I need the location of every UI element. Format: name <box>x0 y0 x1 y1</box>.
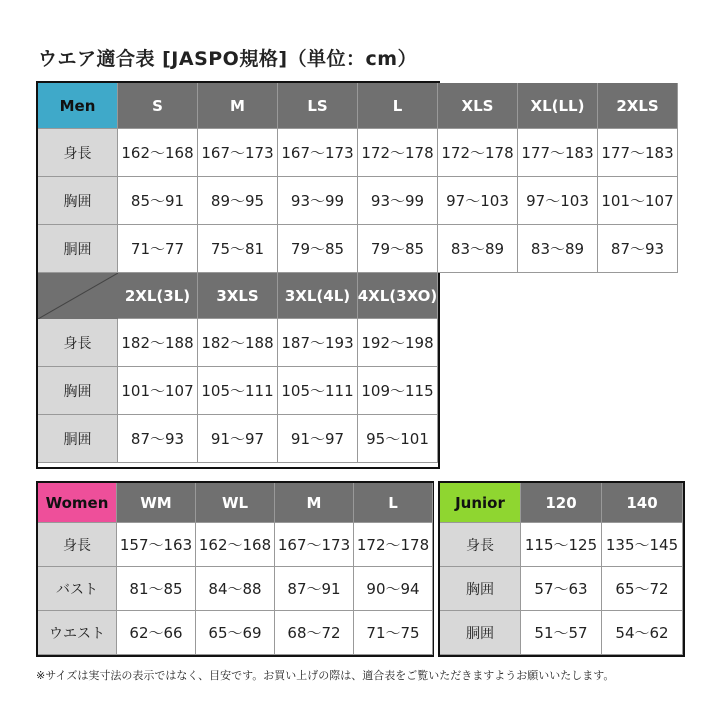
size-value: 93～99 <box>278 177 358 225</box>
size-value: 62～66 <box>117 611 196 655</box>
size-value: 51～57 <box>521 611 602 655</box>
footnote: ※サイズは実寸法の表示ではなく、目安です。お買い上げの際は、適合表をご覧いただきますようお願いいたします。 <box>36 669 615 682</box>
size-value: 79～85 <box>358 225 438 273</box>
size-value: 97～103 <box>518 177 598 225</box>
size-header: L <box>354 483 433 523</box>
size-header: 120 <box>521 483 602 523</box>
size-header: M <box>198 83 278 129</box>
size-value: 162～168 <box>196 523 275 567</box>
size-header: M <box>275 483 354 523</box>
row-label: 身長 <box>38 319 118 367</box>
size-value: 79～85 <box>278 225 358 273</box>
size-value: 157～163 <box>117 523 196 567</box>
size-header: XL(LL) <box>518 83 598 129</box>
men-size-table <box>36 81 674 469</box>
size-header: LS <box>278 83 358 129</box>
size-header: XLS <box>438 83 518 129</box>
size-value: 177～183 <box>518 129 598 177</box>
junior-label: Junior <box>440 483 521 523</box>
size-value: 172～178 <box>438 129 518 177</box>
size-header: WM <box>117 483 196 523</box>
size-value: 167～173 <box>198 129 278 177</box>
size-value: 71～75 <box>354 611 433 655</box>
size-value: 192～198 <box>358 319 438 367</box>
row-label: 胴囲 <box>38 225 118 273</box>
women-size-table <box>36 481 434 657</box>
size-value: 87～91 <box>275 567 354 611</box>
size-value: 182～188 <box>198 319 278 367</box>
size-value: 91～97 <box>198 415 278 463</box>
size-value: 167～173 <box>275 523 354 567</box>
size-value: 83～89 <box>518 225 598 273</box>
size-header: 3XL(4L) <box>278 273 358 319</box>
row-label: 胴囲 <box>38 415 118 463</box>
size-value: 177～183 <box>598 129 678 177</box>
page-title: ウエア適合表 [JASPO規格]（単位：cm） <box>38 48 418 70</box>
size-value: 187～193 <box>278 319 358 367</box>
row-label: 胴囲 <box>440 611 521 655</box>
size-header: L <box>358 83 438 129</box>
size-value: 71～77 <box>118 225 198 273</box>
size-header: WL <box>196 483 275 523</box>
size-value: 172～178 <box>358 129 438 177</box>
size-value: 109～115 <box>358 367 438 415</box>
row-label: 身長 <box>38 523 117 567</box>
size-header: 2XLS <box>598 83 678 129</box>
size-value: 105～111 <box>198 367 278 415</box>
size-value: 115～125 <box>521 523 602 567</box>
size-value: 105～111 <box>278 367 358 415</box>
size-header: S <box>118 83 198 129</box>
size-value: 97～103 <box>438 177 518 225</box>
size-value: 95～101 <box>358 415 438 463</box>
size-value: 65～72 <box>602 567 683 611</box>
diagonal-corner <box>38 273 118 319</box>
size-value: 57～63 <box>521 567 602 611</box>
size-value: 90～94 <box>354 567 433 611</box>
size-value: 84～88 <box>196 567 275 611</box>
size-value: 87～93 <box>598 225 678 273</box>
row-label: ウエスト <box>38 611 117 655</box>
size-header: 140 <box>602 483 683 523</box>
size-value: 81～85 <box>117 567 196 611</box>
women-label: Women <box>38 483 117 523</box>
size-value: 162～168 <box>118 129 198 177</box>
size-value: 89～95 <box>198 177 278 225</box>
size-value: 167～173 <box>278 129 358 177</box>
row-label: 胸囲 <box>440 567 521 611</box>
size-value: 85～91 <box>118 177 198 225</box>
junior-size-table <box>438 481 685 657</box>
size-value: 54～62 <box>602 611 683 655</box>
size-header: 2XL(3L) <box>118 273 198 319</box>
size-value: 75～81 <box>198 225 278 273</box>
row-label: 身長 <box>38 129 118 177</box>
size-value: 135～145 <box>602 523 683 567</box>
size-value: 172～178 <box>354 523 433 567</box>
size-value: 101～107 <box>118 367 198 415</box>
size-header: 3XLS <box>198 273 278 319</box>
size-value: 101～107 <box>598 177 678 225</box>
row-label: 胸囲 <box>38 367 118 415</box>
row-label: 身長 <box>440 523 521 567</box>
row-label: バスト <box>38 567 117 611</box>
row-label: 胸囲 <box>38 177 118 225</box>
size-value: 91～97 <box>278 415 358 463</box>
size-value: 182～188 <box>118 319 198 367</box>
size-value: 83～89 <box>438 225 518 273</box>
size-value: 65～69 <box>196 611 275 655</box>
size-header: 4XL(3XO) <box>358 273 438 319</box>
size-value: 93～99 <box>358 177 438 225</box>
size-value: 68～72 <box>275 611 354 655</box>
size-value: 87～93 <box>118 415 198 463</box>
men-label: Men <box>38 83 118 129</box>
